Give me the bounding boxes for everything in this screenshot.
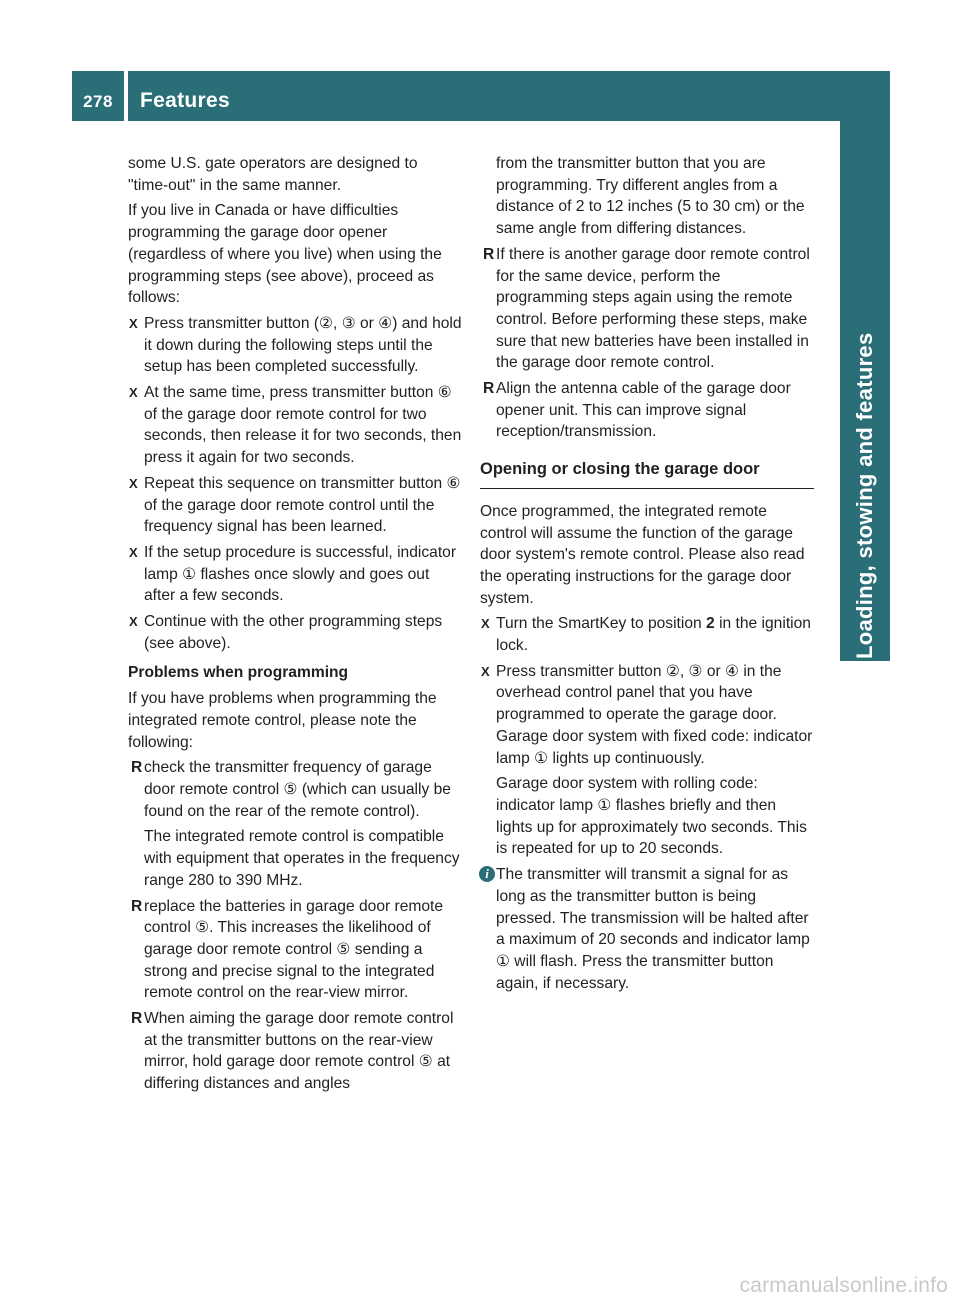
bullet-text: replace the batteries in garage door remote control ⑤. This increases the likelihood of garage door remote control ⑤ sending a strong and precise signal to the integrated remote control on the rear-view mirror. bbox=[144, 897, 444, 1002]
bullet-continuation bbox=[480, 153, 814, 240]
bullet-text: from the transmitter button that you are programming. Try different angles from a distance of 2 to 12 inches (5 to 30 cm) or the same angle from differing distances. bbox=[496, 155, 805, 238]
subheading: Problems when programming bbox=[128, 664, 349, 682]
bullet-text: check the transmitter frequency of garage door remote control ⑤ (which can usually be found on the rear of the remote control). bbox=[144, 759, 451, 820]
step-text: Continue with the other programming steps (see above). bbox=[144, 613, 443, 652]
info-icon: i bbox=[479, 866, 495, 882]
paragraph: Once programmed, the integrated remote control will assume the function of the garage door system's remote control. Please also read the operating instructions for the garage door system. bbox=[480, 502, 805, 607]
bullet-icon: R bbox=[483, 245, 495, 263]
step-arrow-icon: X bbox=[129, 315, 138, 331]
bullet-text: Align the antenna cable of the garage door opener unit. This can improve signal reception/transmission. bbox=[496, 380, 791, 441]
step-arrow-icon: X bbox=[481, 616, 490, 632]
step-item bbox=[480, 613, 814, 656]
step-text: Repeat this sequence on transmitter button ⑥ of the garage door remote control until the frequency signal has been learned. bbox=[144, 474, 461, 536]
watermark: carmanualsonline.info bbox=[739, 1274, 948, 1297]
section-title: Opening or closing the garage door bbox=[480, 459, 814, 489]
bullet-item bbox=[480, 244, 814, 374]
bullet-text: If there is another garage door remote control for the same device, perform the programming steps again using the remote control. Before performing these steps, make sure that new batteries have been installed in the garage door remote control. bbox=[496, 245, 810, 372]
bullet-item bbox=[128, 896, 462, 1005]
step-item bbox=[480, 661, 814, 860]
page-title: Features bbox=[140, 89, 230, 112]
step-arrow-icon: X bbox=[129, 544, 138, 560]
bullet-text: When aiming the garage door remote control at the transmitter buttons on the rear-view mirror, hold garage door remote control ⑤ at differing distances and angles bbox=[144, 1010, 454, 1093]
note-text: The transmitter will transmit a signal for as long as the transmitter button is being pressed. The transmission will be halted after a maximum of 20 seconds and indicator lamp ① will flash. Press the transmitter button again, if necessary. bbox=[496, 866, 810, 992]
paragraph: If you live in Canada or have difficulties programming the garage door opener (regardless of where you live) when using the programming steps (see above), proceed as follows: bbox=[128, 202, 442, 307]
step-text-pre: Turn the SmartKey to position bbox=[496, 615, 707, 633]
bullet-icon: R bbox=[131, 897, 143, 915]
left-column bbox=[128, 153, 462, 1099]
side-tab-title: Loading, stowing and features bbox=[852, 332, 877, 659]
step-text: If the setup procedure is successful, indicator lamp ① flashes once slowly and goes out after a few seconds. bbox=[144, 543, 457, 605]
bullet-icon: R bbox=[131, 1010, 143, 1028]
step-item bbox=[128, 382, 462, 469]
info-note bbox=[480, 864, 814, 994]
bullet-icon: R bbox=[131, 759, 143, 777]
paragraph: some U.S. gate operators are designed to "time-out" in the same manner. bbox=[128, 155, 418, 194]
bullet-text: The integrated remote control is compatible with equipment that operates in the frequency range 280 to 390 MHz. bbox=[144, 828, 460, 889]
step-text: At the same time, press transmitter button ⑥ of the garage door remote control for two seconds, then release it for two seconds, then press it again for two seconds. bbox=[144, 384, 462, 467]
bullet-item bbox=[480, 378, 814, 443]
step-item bbox=[128, 611, 462, 654]
header-separator bbox=[124, 71, 128, 121]
right-column bbox=[480, 153, 814, 998]
step-text: Press transmitter button (②, ③ or ④) and hold it down during the following steps until the setup has been completed successfully. bbox=[144, 314, 462, 376]
step-item bbox=[128, 542, 462, 607]
paragraph: If you have problems when programming the integrated remote control, please note the following: bbox=[128, 690, 437, 751]
step-text: Press transmitter button ②, ③ or ④ in the overhead control panel that you have programmed to operate the garage door. Garage door system with fixed code: indicator lamp ① lights up continuously. bbox=[496, 662, 813, 767]
bullet-icon: R bbox=[483, 380, 495, 398]
step-arrow-icon: X bbox=[481, 663, 490, 679]
bullet-item bbox=[128, 757, 462, 891]
bullet-item bbox=[128, 1008, 462, 1095]
step-text-post: in the ignition lock. bbox=[496, 615, 811, 655]
step-arrow-icon: X bbox=[129, 475, 138, 491]
step-text: Garage door system with rolling code: indicator lamp ① flashes briefly and then lights up for approximately two seconds. This is repeated for up to 20 seconds. bbox=[496, 775, 807, 858]
step-item bbox=[128, 313, 462, 378]
page-number: 278 bbox=[83, 92, 113, 111]
step-text-bold: 2 bbox=[706, 615, 715, 633]
step-arrow-icon: X bbox=[129, 385, 138, 401]
step-arrow-icon: X bbox=[129, 614, 138, 630]
step-item bbox=[128, 473, 462, 538]
